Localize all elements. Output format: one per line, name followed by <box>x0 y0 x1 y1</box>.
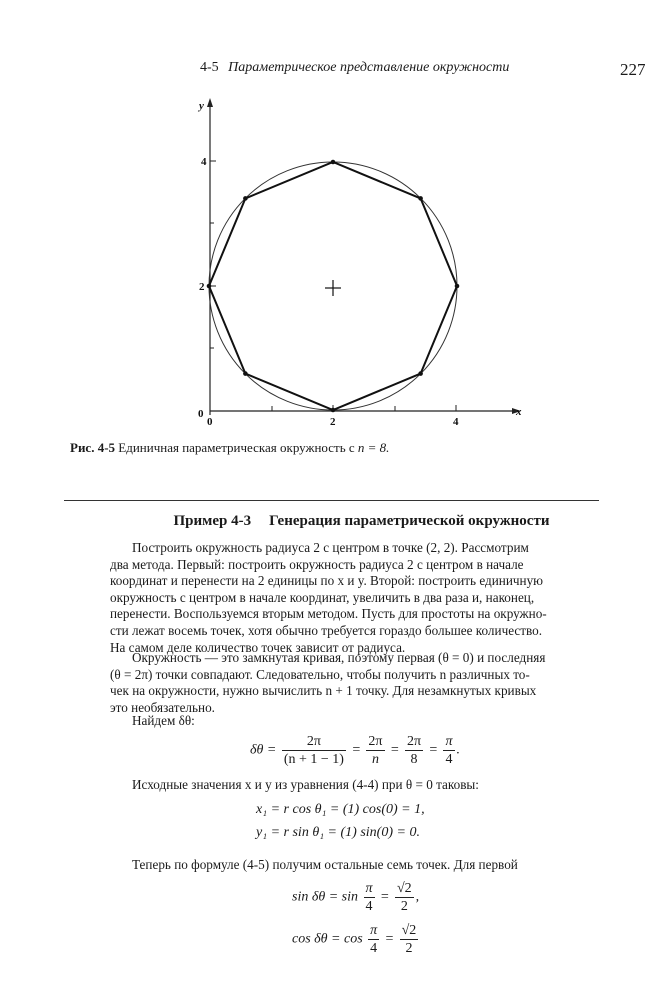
caption-label: Рис. 4-5 <box>70 440 116 455</box>
eq-tail: , <box>415 889 420 905</box>
frac-den: 8 <box>410 752 418 767</box>
caption-math: n = 8. <box>357 440 390 455</box>
eq-lhs: cos δθ = cos <box>292 931 363 947</box>
section-divider <box>64 500 599 501</box>
frac-num: π <box>365 881 373 896</box>
frac-den: 4 <box>445 752 453 767</box>
frac-den: 4 <box>370 941 378 956</box>
frac-num: 2π <box>406 734 422 749</box>
section-title: Параметрическое представление окружности <box>228 60 510 75</box>
frac-num: π <box>445 734 453 749</box>
figure-caption <box>70 440 389 456</box>
p2-line: чек на окружности, нужно вычислить n + 1 точку. Для незамкнутых кривых <box>110 683 537 699</box>
eq-lhs: sin δθ = sin <box>292 889 359 905</box>
y-axis-label: y <box>199 100 204 112</box>
then-text: Теперь по формуле (4-5) получим остальные семь точек. Для первой <box>132 857 518 872</box>
frac-num: π <box>370 923 378 938</box>
frac-num: √2 <box>396 881 412 896</box>
p1-line: координат и перенести на 2 единицы по x и y. Второй: построить единичную <box>110 573 544 589</box>
paragraph-1 <box>110 540 615 656</box>
section-number: 4-5 <box>200 60 219 75</box>
eq-sign: = <box>384 931 395 947</box>
p1-line: два метода. Первый: построить окружность радиуса 2 с центром в начале <box>110 556 524 572</box>
example-number: Пример 4-3 <box>173 513 252 529</box>
p1-line: перенести. Воспользуемся вторым методом. Пусть для простоты на окружно- <box>110 606 547 622</box>
y-tick-0: 0 <box>198 408 204 420</box>
p1-line: сти лежат восемь точек, хотя обычно требуется гораздо большее количество. <box>110 622 543 638</box>
page-number: 227 <box>620 60 646 79</box>
equation-y1: y₁ = r sin θ₁ = (1) sin(0) = 0. <box>256 825 420 840</box>
x-tick-4: 4 <box>453 416 459 428</box>
frac-den: 2 <box>405 941 413 956</box>
frac-den: 4 <box>365 899 373 914</box>
caption-text: Единичная параметрическая окружность с <box>118 440 355 455</box>
y-tick-2: 2 <box>199 281 205 293</box>
figure-parametric-circle <box>190 95 530 430</box>
p2-line: Окружность — это замкнутая кривая, поэтому первая (θ = 0) и последняя <box>132 650 546 665</box>
equation-sin <box>292 880 419 915</box>
eq-lhs: δθ = <box>250 742 277 758</box>
frac-den: (n + 1 − 1) <box>283 752 344 767</box>
running-header <box>200 60 509 76</box>
equation-x1: x₁ = r cos θ₁ = (1) cos(0) = 1, <box>256 802 425 817</box>
x-tick-2: 2 <box>330 416 336 428</box>
p2-line: это необязательно. <box>110 699 215 715</box>
paragraph-2 <box>110 650 615 716</box>
p1-line: окружность с центром в начале координат, увеличить в два раза и, наконец, <box>110 589 535 605</box>
frac-num: 2π <box>282 733 346 751</box>
equation-cos <box>292 922 420 957</box>
x-tick-0: 0 <box>207 416 213 428</box>
eq-sign: = <box>380 889 390 905</box>
frac-den: 2 <box>400 899 408 914</box>
frac-num: 2π <box>368 734 383 749</box>
p2-line: (θ = 2π) точки совпадают. Следовательно, чтобы получить n различных то- <box>110 666 530 682</box>
p1-line: Построить окружность радиуса 2 с центром в точке (2, 2). Рассмотрим <box>132 540 529 555</box>
frac-num: √2 <box>401 923 417 938</box>
y-axis-arrow <box>207 98 213 107</box>
initial-values-text: Исходные значения x и y из уравнения (4-4) при θ = 0 таковы: <box>132 777 479 792</box>
example-heading: Генерация параметрической окружности <box>269 513 550 529</box>
find-dtheta-text: Найдем δθ: <box>132 713 195 728</box>
y-tick-4: 4 <box>201 156 207 168</box>
center-marker <box>325 280 341 296</box>
x-axis-label: x <box>516 406 522 418</box>
p1-line: На самом деле количество точек зависит от радиуса. <box>110 639 406 655</box>
example-title <box>64 513 659 530</box>
equation-dtheta: δθ = $\frac{2\pi}{(n + 1 - 1)}$ = $\frac{2\pi}{n}$ = $\frac{2\pi}{8}$ = $\frac{\pi}{4}$ . <box>250 734 460 767</box>
frac-den: n <box>371 752 379 767</box>
